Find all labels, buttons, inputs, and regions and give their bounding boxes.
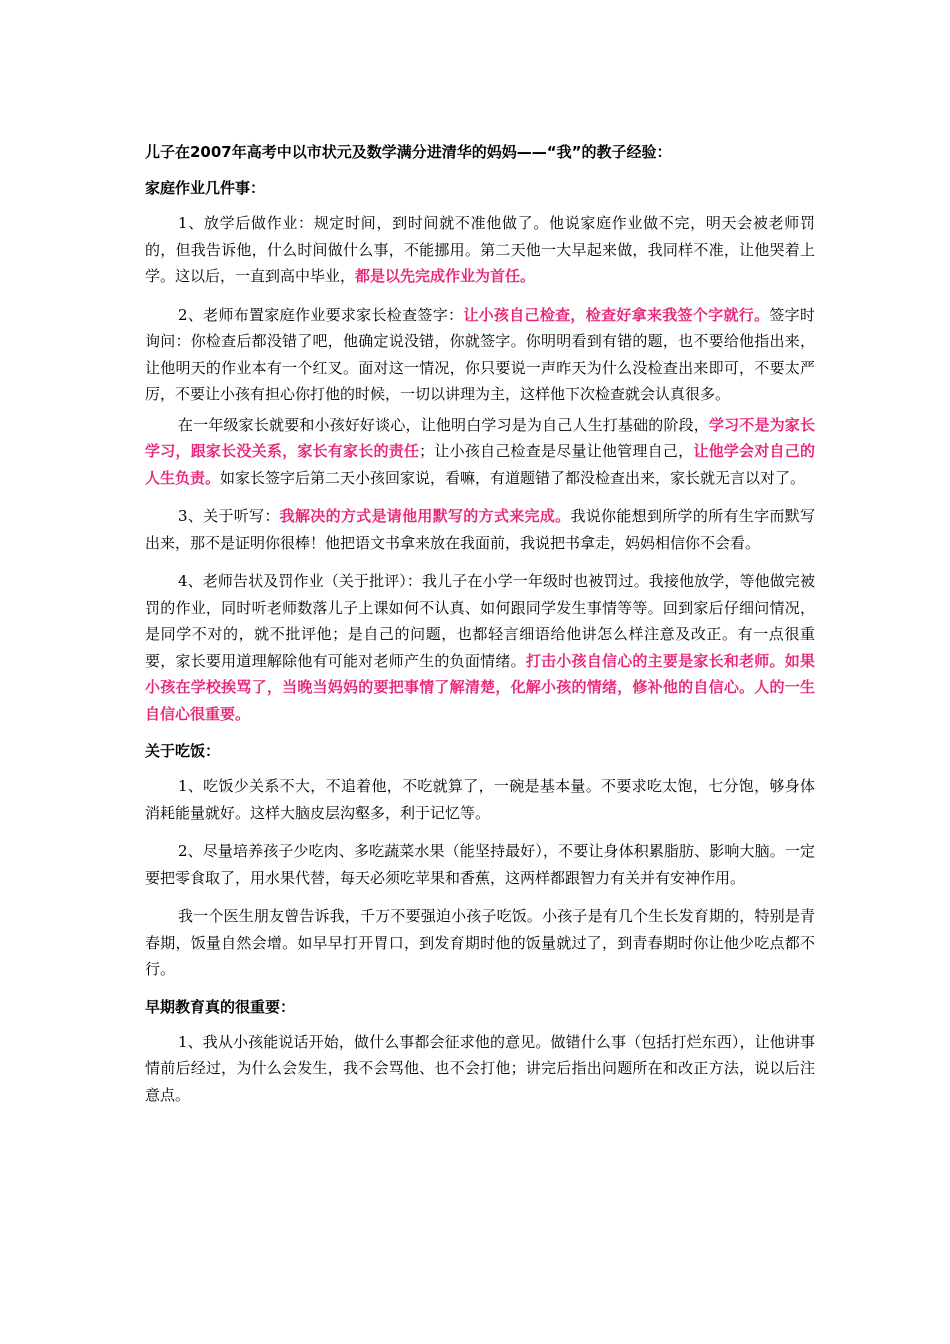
paragraph-homework-1 xyxy=(145,210,815,290)
paragraph-text: 在一年级家长就要和小孩好好谈心，让他明白学习是为自己人生打基础的阶段， xyxy=(178,415,709,434)
section-heading-eating: 关于吃饭： xyxy=(145,742,221,760)
paragraph-text: 签字时询问：你检查后都没错了吧，他确定说没错，你就签字。你明明看到有错的题，也不要给他指出来，让他明天的作业本有一个红叉。面对这一情况，你只要说一声昨天为什么没检查出来即可，不要太严厉，不要让小孩有担心你打他的时候，一切以讲理为主，这样他下次检查就会认真很多。 xyxy=(145,305,815,403)
paragraph-text: ；让小孩自己检查是尽量让他管理自己， xyxy=(419,442,694,460)
paragraph-early-1: 1、我从小孩能说话开始，做什么事都会征求他的意见。做错什么事（包括打烂东西），让他讲事情前后经过，为什么会发生，我不会骂他、也不会打他；讲完后指出问题所在和改正方法，说以后注意点。 xyxy=(145,1032,815,1104)
paragraph-text: 3、关于听写： xyxy=(178,507,280,525)
document-page xyxy=(145,140,815,1120)
paragraph-eating-3: 我一个医生朋友曾告诉我，千万不要强迫小孩子吃饭。小孩子是有几个生长发育期的，特别是青春期，饭量自然会增。如早早打开胃口，到发育期时他的饭量就过了，到青春期时你让他少吃点都不行。 xyxy=(145,907,815,978)
paragraph-text: 如家长签字后第二天小孩回家说，看嘛，有道题错了都没检查出来，家长就无言以对了。 xyxy=(220,468,806,487)
paragraph-homework-3 xyxy=(145,412,815,492)
highlighted-text: 让小孩自己检查，检查好拿来我签个字就行。 xyxy=(463,305,770,324)
paragraph-eating-2: 2、尽量培养孩子少吃肉、多吃蔬菜水果（能坚持最好），不要让身体积累脂肪、影响大脑。一定要把零食取了，用水果代替，每天必须吃苹果和香蕉，这两样都跟智力有关并有安神作用。 xyxy=(145,842,815,887)
paragraph-text: 我说你能想到所学的所有生字而默写出来，那不是证明你很棒！他把语文书拿来放在我面前，我说把书拿走，妈妈相信你不会看。 xyxy=(145,507,815,552)
paragraph-text: 1、放学后做作业：规定时间，到时间就不准他做了。他说家庭作业做不完，明天会被老师罚的，但我告诉他，什么时间做什么事，不能挪用。第二天他一大早起来做，我同样不准，让他哭着上学。这以后，一直到高中毕业， xyxy=(145,214,815,285)
paragraph-homework-4 xyxy=(145,503,815,556)
paragraph-text: 4、老师告状及罚作业（关于批评）：我儿子在小学一年级时也被罚过。我接他放学，等他做完被罚的作业，同时听老师数落儿子上课如何不认真、如何跟同学发生事情等等。回到家后仔细问情况，是同学不对的，就不批评他；是自己的问题，也都轻言细语给他讲怎么样注意及改正。有一点很重要，家长要用道理解除他有可能对老师产生的负面情绪。 xyxy=(145,572,815,670)
highlighted-text: 都是以先完成作业为首任。 xyxy=(355,267,536,285)
paragraph-homework-2 xyxy=(145,302,815,408)
document-title: 儿子在2007年高考中以市状元及数学满分进清华的妈妈——“我”的教子经验： xyxy=(145,143,672,161)
highlighted-text: 学习不是为家长学习，跟家长没关系，家长有家长的责任 xyxy=(145,415,815,460)
paragraph-text: 2、老师布置家庭作业要求家长检查签字： xyxy=(178,305,464,324)
highlighted-text: 让他学会对自己的人生负责。 xyxy=(145,442,815,487)
section-heading-homework: 家庭作业几件事： xyxy=(145,179,266,197)
paragraph-eating-1: 1、吃饭少关系不大，不追着他，不吃就算了，一碗是基本量。不要求吃太饱，七分饱，够身体消耗能量就好。这样大脑皮层沟壑多，利于记忆等。 xyxy=(145,777,815,822)
highlighted-text: 打击小孩自信心的主要是家长和老师。如果小孩在学校挨骂了，当晚当妈妈的要把事情了解清楚，化解小孩的情绪，修补他的自信心。人的一生自信心很重要。 xyxy=(145,651,815,723)
paragraph-homework-5 xyxy=(145,568,815,727)
highlighted-text: 我解决的方式是请他用默写的方式来完成。 xyxy=(279,507,571,525)
section-heading-early-education: 早期教育真的很重要： xyxy=(145,997,296,1016)
